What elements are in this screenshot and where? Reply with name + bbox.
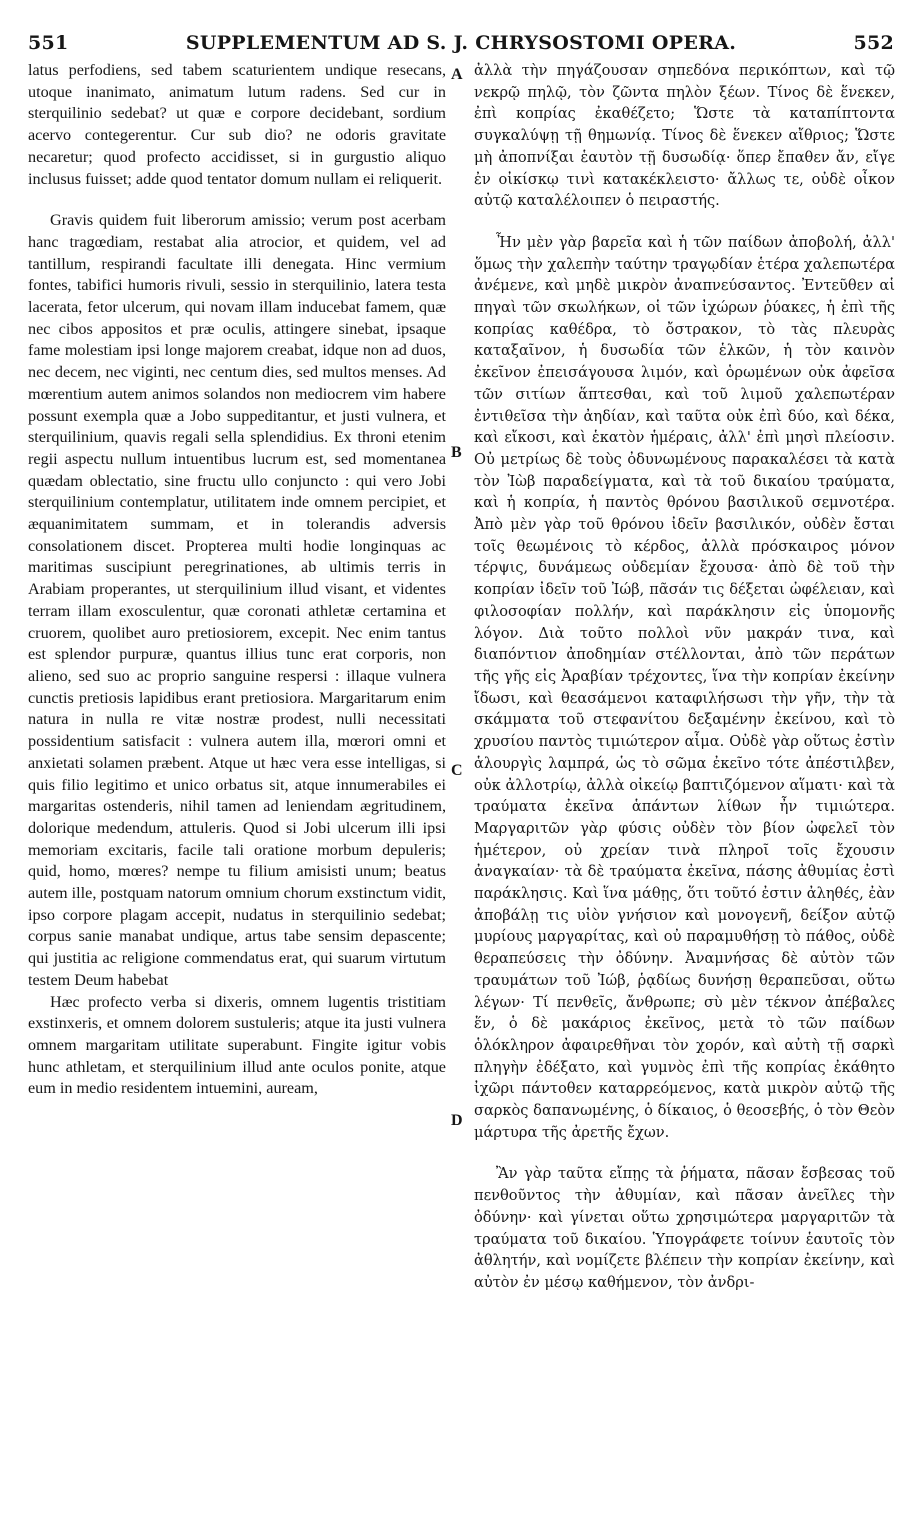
running-title: SUPPLEMENTUM AD S. J. CHRYSOSTOMI OPERA. xyxy=(185,32,737,54)
section-marker-d: D xyxy=(451,1112,463,1129)
latin-paragraph: Hæc profecto verba si dixeris, omnem lugentis tristitiam exstinxeris, et omnem dolorem sustuleris; atque ita justi vulnera omnem margaritam utilitate superabunt. Fingite igitur vobis hunc athletam, et sterquilinium illud ante oculos ponite, atque eum in medio residentem intuemini, auream, xyxy=(28,992,446,1098)
latin-column xyxy=(28,60,446,1100)
greek-paragraph: Ἦν μὲν γὰρ βαρεῖα καὶ ἡ τῶν παίδων ἀποβολή, ἀλλ' ὅμως τὴν χαλεπὴν ταύτην τραγῳδίαν ἑτέρα χαλεπωτέρα ἀνέμενε, καὶ μηδὲ μικρὸν ἀναπνεύσαντος. Ἐντεῦθεν αἱ πηγαὶ τῶν σκωλήκων, οἱ τῶν ἰχώρων ῥύακες, ἡ ἐπὶ τῆς κοπρίας καθέδρα, τὸ ὄστρακον, τὸ τὰς πλευρὰς καταξαῖνον, ἡ δυσωδία τῶν ἑλκῶν, ἡ τὸν καινὸν ἐκεῖνον ἐπεισάγουσα λιμόν, καὶ ὁρωμένων οὐκ ἀφεῖσα τῶν σιτίων ἅπτεσθαι, καὶ τοῦ λιμοῦ χαλεπωτέραν ἐντιθεῖσα τὴν ἀηδίαν, καὶ ταῦτα οὐκ ἐπὶ δύο, καὶ δέκα, καὶ εἴκοσι, καὶ ἑκατὸν ἡμέραις, ἀλλ' ἐπὶ μησὶ πλείοσιν. Οὐ μετρίως δὲ τοὺς ὀδυνωμένους παρακαλέσει τὰ κατὰ τὸν Ἰὼβ παραδείγματα, καὶ τὰ τοῦ δικαίου τραύματα, καὶ ἡ κοπρία, ἡ παντὸς θρόνου βασιλικοῦ σεμνοτέρα. Ἀπὸ μὲν γὰρ τοῦ θρόνου ἰδεῖν βασιλικόν, οὐδὲν ἔσται τοῖς θεωμένοις τὸ κέρδος, ἀλλὰ πρόσκαιρος μόνον τέρψις, δυνάμεως οὐδεμίαν ἔχουσα· ἀπὸ δὲ τοῦ τὴν κοπρίαν ἰδεῖν τοῦ Ἰώβ, πᾶσάν τις δέξεται ὠφέλειαν, καὶ φιλοσοφίαν πολλήν, καὶ παράκλησιν εἰς ὑπομονῆς λόγον. Διὰ τοῦτο πολλοὶ νῦν μακράν τινα, καὶ διαπόντιον ἀποδημίαν στέλλονται, ἀπὸ τῶν περάτων τῆς γῆς εἰς Ἀραβίαν τρέχοντες, ἵνα τὴν κοπρίαν ἐκείνην ἴδωσι, καὶ θεασάμενοι καταφιλήσωσι τὴν γῆν, τὴν τὰ σκάμματα τοῦ στεφανίτου δεξαμένην ἐκείνου, καὶ τὸ χρυσίου παντὸς τιμιώτερον αἷμα. Οὐδὲ γὰρ οὕτως ἐστὶν ἁλουργὶς λαμπρά, ὡς τὸ σῶμα ἐκεῖνο τότε ἀπέστιλβεν, οὐκ ἀλλοτρίῳ, ἀλλὰ οἰκείῳ βαπτιζόμενον αἵματι· καὶ τὰ τραύματα ἐκεῖνα ἁπάντων λίθων ἦν τιμιώτερα. Μαργαριτῶν γὰρ φύσις οὐδὲν τὸν βίον ὠφελεῖ τὸν ἡμέτερον, οὐ χρείαν τινὰ πληροῖ τοῖς ἔχουσιν ἀναγκαίαν· τὰ δὲ τραύματα ἐκεῖνα, πάσης ἀθυμίας ἐστὶ παράκλησις. Καὶ ἵνα μάθῃς, ὅτι τοῦτό ἐστιν ἀληθές, ἐὰν ἀποβάλῃ τις υἱὸν γνήσιον καὶ μονογενῆ, δείξον αὐτῷ μυρίους μαργαρίτας, καὶ οὐ παραμυθήσῃ τὸ πάθος, οὐδὲ θεραπεύσεις τὴν ὀδύνην. Ἀναμνήσας δὲ αὐτὸν τῶν τραυμάτων τοῦ Ἰώβ, ῥᾳδίως δυνήσῃ θεραπεῦσαι, οὕτω λέγων· Τί πενθεῖς, ἄνθρωπε; σὺ μὲν τέκνον ἀπέβαλες ἕν, ὁ δὲ μακάριος ἐκεῖνος, μετὰ τὸ τῶν παίδων ὁλόκληρον ἀφαιρεθῆναι τὸν χορόν, καὶ αὐτὴ τῇ σαρκὶ πληγὴν ἐδέξατο, καὶ γυμνὸς ἐπὶ τῆς κοπρίας ἐκάθητο ἰχῶρι πάντοθεν καταρρεόμενος, κατὰ μικρὸν αὐτῷ τῆς σαρκὸς δαπανωμένης, ὁ δίκαιος, ὁ θεοσεβής, ὁ τὸν Θεὸν μάρτυρα τῆς ἀρετῆς ἔχων. xyxy=(474,233,895,1141)
page-number-right: 552 xyxy=(853,32,894,54)
greek-paragraph: ἀλλὰ τὴν πηγάζουσαν σηπεδόνα περικόπτων, καὶ τῷ νεκρῷ πηλῷ, τὸν ζῶντα πηλὸν ξέων. Τίνος δὲ ἕνεκεν, ἐπὶ κοπρίας ἐκαθέζετο; Ὥστε τὰ καταπίπτοντα συγκαλύψῃ τῇ θημωνίᾳ. Τίνος δὲ ἕνεκεν αἴθριος; Ὥστε μὴ ἀποπνίξαι ἑαυτὸν τῇ δυσωδίᾳ· ὅπερ ἔπαθεν ἄν, εἴγε ἐν οἰκίσκῳ τινὶ κατακέκλειστο· ἄλλως τε, οὐδὲ οἶκον αὐτῷ καταλέλοιπεν ὁ πειραστής. xyxy=(474,62,895,210)
page-number-left: 551 xyxy=(28,32,69,54)
section-marker-b: B xyxy=(451,444,462,461)
latin-paragraph: latus perfodiens, sed tabem scaturientem undique resecans, utoque inanimato, animatum lutum radens. Sed cur in sterquilinio sedebat? ut quæ e corpore decidebant, sordium acervo contegerentur. Cur sub dio? ne odoris gravitate necaretur; quod profecto accidisset, si in gurgustio aliquo inclusus fuisset; adde quod tentator domum nullam ei reliquerit. xyxy=(28,61,446,188)
running-header xyxy=(28,32,894,58)
section-marker-c: C xyxy=(451,762,463,779)
section-marker-a: A xyxy=(451,66,463,83)
greek-paragraph: Ἂν γὰρ ταῦτα εἴπῃς τὰ ῥήματα, πᾶσαν ἔσβεσας τοῦ πενθοῦντος τὴν ἀθυμίαν, καὶ πᾶσαν ἀνεῖλες τὴν ὀδύνην· καὶ γίνεται οὕτω χρησιμώτερα μαργαριτῶν τὰ τραύματα τοῦ δικαίου. Ὑπογράφετε τοίνυν ἑαυτοῖς τὸν ἀθλητήν, καὶ νομίζετε βλέπειν τὴν κοπρίαν ἐκείνην, καὶ αὐτὸν ἐν μέσῳ καθήμενον, τὸν ἀνδρι- xyxy=(474,1165,895,1291)
latin-paragraph: Gravis quidem fuit liberorum amissio; verum post acerbam hanc tragœdiam, restabat alia atrocior, et quidem, vel ad tantillum, respirandi facultate illi denegata. Hinc vermium fontes, tabifici humoris rivuli, sessio in sterquilinio, latera testa lacerata, fetor ulcerum, qui novam illam inducebat famem, quæ nec cibos appositos et præ oculis, attingere sinebat, ipsaque fame molestiam ipsi longe majorem creabat, idque non ad duos, nec decem, nec viginti, nec centum dies, sed multos menses. Ad mœrentium autem animos solandos non mediocrem vim habere possunt exempla quæ a Jobo suppeditantur, et justi vulnera, et sterquilinium, quavis regali sella splendidius. Ex throni etenim regii aspectu nullum intuentibus lucrum est, sed momentanea quædam oblectatio, sine fructu ullo conjuncto : qui vero Jobi sterquilinium contemplatur, utilitatem inde omnem percipiet, et æquanimitatem summam, et in tolerandis adversis consolationem discet. Propterea multi hodie longinquas ac maritimas suscipiunt peregrinationes, ab ultimis terris in Arabiam properantes, ut sterquilinium illud visant, et videntes terram illam exosculentur, quæ coronati athletæ certamina et cruorem, quolibet auro pretiosiorem, excepit. Nec enim tantus est splendor purpuræ, quantus illius tunc erat corporis, non alieno, sed suo ac proprio sanguine respersi : illaque vulnera cunctis pretiosis lapidibus erant pretiosiora. Margaritarum enim natura in nulla re vitæ nostræ prodest, nulli necessitati possidentium satisfacit : vulnera autem illa, mœrori omni et anxietati solamen præbent. Atque ut hæc vera esse intelligas, si quis filio legitimo et unico orbatus sit, atque innumerabiles ei margaritas ostenderis, nihil tamen ad leniendam ægritudinem, dolorique medendum, attuleris. Quod si Jobi ulcerum illi ipsi memoriam excitaris, facile tali oratione morbum depuleris; quid, homo, mœres? nempe tu filium amisisti unum; beatus autem ille, postquam natorum omnium chorum exstinctum vidit, ipso corpore plagam accepit, nudatus in sterquilinio sedebat; corpus sanie manabat undique, artus tabe sensim depascente; qui justitia ac religione commendatus erat, qui suarum virtutum testem Deum habebat xyxy=(28,211,446,989)
greek-column xyxy=(474,60,895,1294)
